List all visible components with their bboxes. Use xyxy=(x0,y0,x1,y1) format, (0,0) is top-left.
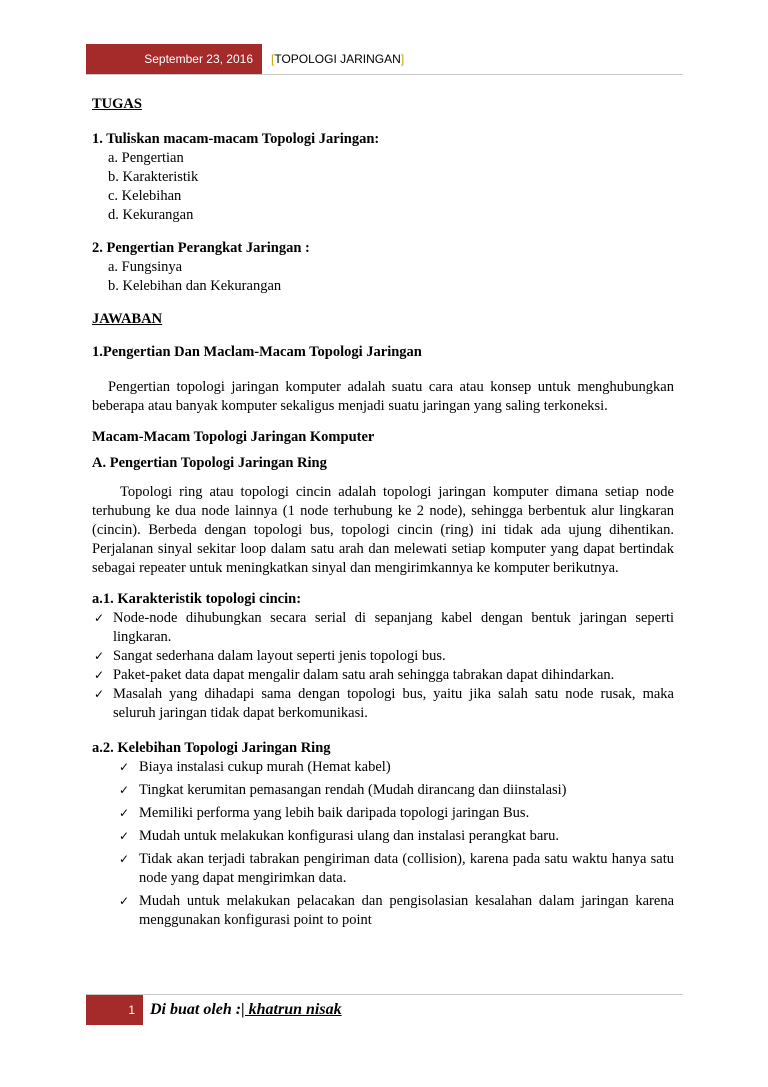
tugas-heading: TUGAS xyxy=(92,96,142,112)
list-item: ✓ Paket-paket data dapat mengalir dalam satu arah sehingga tabrakan dapat dihindarkan. xyxy=(92,666,674,685)
jawaban-heading: JAWABAN xyxy=(92,311,163,327)
karakteristik-heading: a.1. Karakteristik topologi cincin: xyxy=(92,591,302,607)
q2-item: a. Fungsinya xyxy=(108,259,183,275)
page-header xyxy=(86,44,683,75)
list-item: ✓ Masalah yang dihadapi sama dengan topologi bus, yaitu jika salah satu node rusak, maka seluruh jaringan tidak dapat berkomunikasi. xyxy=(92,685,674,723)
bracket-open: [ xyxy=(271,52,275,66)
list-item: ✓ Mudah untuk melakukan pelacakan dan pengisolasian kesalahan dalam jaringan karena menggunakan konfigurasi point to point xyxy=(117,892,674,930)
bracket-close: ] xyxy=(400,52,405,66)
question-2: 2. Pengertian Perangkat Jaringan : xyxy=(92,240,310,256)
list-item: ✓ Biaya instalasi cukup murah (Hemat kabel) xyxy=(117,758,674,777)
footer-name: | khatrun nisak xyxy=(241,1001,342,1018)
macam-heading: Macam-Macam Topologi Jaringan Komputer xyxy=(92,429,375,445)
page-footer xyxy=(86,994,683,1025)
q1-item: b. Karakteristik xyxy=(108,169,199,185)
list-item: ✓ Tingkat kerumitan pemasangan rendah (Mudah dirancang dan diinstalasi) xyxy=(117,781,674,800)
question-1: 1. Tuliskan macam-macam Topologi Jaringan: xyxy=(92,131,380,147)
q1-item: d. Kekurangan xyxy=(108,207,194,223)
q1-item: a. Pengertian xyxy=(108,150,184,166)
header-date: September 23, 2016 xyxy=(86,44,262,74)
list-item: ✓ Tidak akan terjadi tabrakan pengiriman data (collision), karena pada satu waktu hanya satu node yang dapat mengirimkan data. xyxy=(117,850,674,888)
list-item: ✓ Memiliki performa yang lebih baik daripada topologi jaringan Bus. xyxy=(117,804,674,823)
section-1-heading: 1.Pengertian Dan Maclam-Macam Topologi Jaringan xyxy=(92,344,422,360)
list-item: ✓ Mudah untuk melakukan konfigurasi ulang dan instalasi perangkat baru. xyxy=(117,827,674,846)
footer-prefix: Di buat oleh : xyxy=(150,1001,242,1018)
footer-author xyxy=(150,997,342,1023)
list-item: ✓ Node-node dihubungkan secara serial di sepanjang kabel dengan bentuk jaringan seperti lingkaran. xyxy=(92,609,674,647)
kelebihan-list xyxy=(92,758,674,930)
q1-item: c. Kelebihan xyxy=(108,188,182,204)
paragraph-ring: Topologi ring atau topologi cincin adalah topologi jaringan komputer dimana setiap node terhubung ke dua node lainnya (1 node terhubung ke 2 node), sehingga berbentuk alur lingkaran (cincin). Berbeda dengan topologi bus, topologi cincin (ring) ini tidak ada ujung dihentikan. Perjalanan sinyal sekitar loop dalam satu arah dan melewati setiap komputer yang dapat bertindak sebagai repeater untuk meningkatkan sinyal dan mengirimkannya ke komputer berikutnya. xyxy=(92,484,674,576)
kelebihan-heading: a.2. Kelebihan Topologi Jaringan Ring xyxy=(92,740,331,756)
ring-heading: A. Pengertian Topologi Jaringan Ring xyxy=(92,455,327,471)
page-number: 1 xyxy=(86,995,143,1025)
document-body xyxy=(92,95,674,934)
karakteristik-list xyxy=(92,609,674,723)
header-title-text: TOPOLOGI JARINGAN xyxy=(274,52,401,66)
header-title xyxy=(271,44,404,74)
q2-item: b. Kelebihan dan Kekurangan xyxy=(108,278,282,294)
list-item: ✓ Sangat sederhana dalam layout seperti jenis topologi bus. xyxy=(92,647,674,666)
paragraph-pengertian: Pengertian topologi jaringan komputer adalah suatu cara atau konsep untuk menghubungkan beberapa atau banyak komputer sekaligus menjadi suatu jaringan yang saling terkoneksi. xyxy=(92,379,674,414)
